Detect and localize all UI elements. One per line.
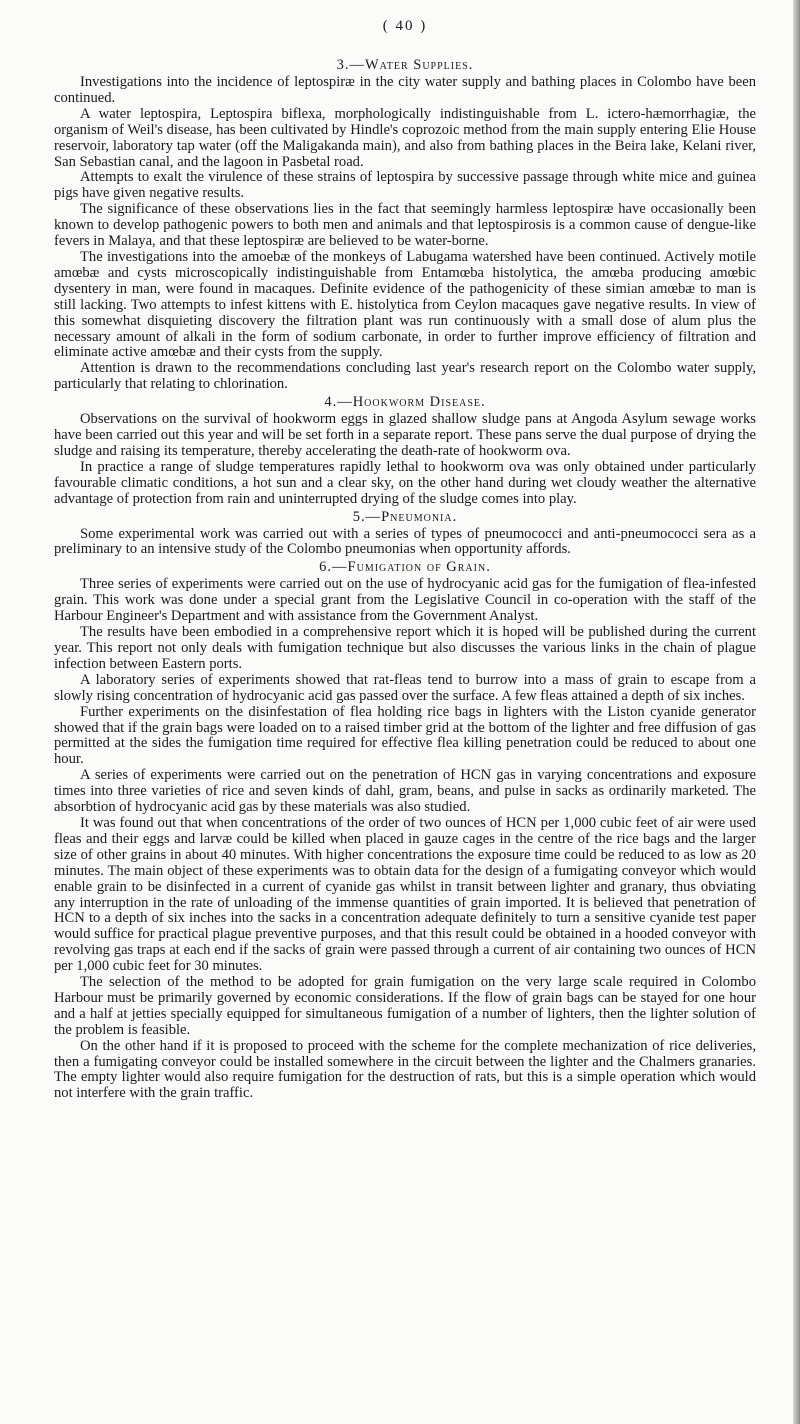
- paragraph: Attention is drawn to the recommendations concluding last year's research report on the Colombo water supply, particularly that relating to chlorination.: [54, 360, 756, 393]
- section-heading-fumigation-of-grain: 6.—Fumigation of Grain.: [319, 559, 491, 576]
- paragraph: The investigations into the amoebæ of the monkeys of Labugama watershed have been continued. Actively motile amœbæ and cysts microscopically indistinguishable from Entamœba histolytica, the amœba producing amœbic dysentery in man, were found in macaques. Definite evidence of the pathogenicity of these simian amœbæ to man is still lacking. Two attempts to infest kittens with E. histolytica from Ceylon macaques gave negative results. In view of this somewhat disquieting discovery the filtration plant was run continuously with a small dose of alum plus the necessary amount of alkali in the form of sodium carbonate, in order to further improve efficiency of filtration and eliminate active amœbæ and their cysts from the supply.: [54, 248, 756, 361]
- paragraph: The results have been embodied in a comprehensive report which it is hoped will be published during the current year. This report not only deals with fumigation technique but also discusses the various links in the chain of plague infection between Eastern ports.: [54, 624, 756, 672]
- paragraph: Three series of experiments were carried out on the use of hydrocyanic acid gas for the fumigation of flea-infested grain. This work was done under a special grant from the Legislative Council in co-operation with the staff of the Harbour Engineer's Department and with assistance from the Government Analyst.: [54, 576, 756, 625]
- paragraph: Some experimental work was carried out with a series of types of pneumococci and anti-pneumococci sera as a preliminary to an intensive study of the Colombo pneumonias when opportunity affords.: [54, 525, 756, 558]
- paragraph: A laboratory series of experiments showed that rat-fleas tend to burrow into a mass of grain to escape from a slowly rising concentration of hydrocyanic acid gas passed over the surface. A few fleas attained a depth of six inches.: [54, 671, 756, 704]
- section-heading-water-supplies: 3.—Water Supplies.: [336, 57, 474, 73]
- paragraph: Further experiments on the disinfestation of flea holding rice bags in lighters with the Liston cyanide generator showed that if the grain bags were loaded on to a raised timber grid at the bottom of the lighter and free diffusion of gas permitted at the sides the fumigation time required for effective flea killing penetration could be reduced to about one hour.: [54, 703, 756, 768]
- section-heading-pneumonia: 5.—Pneumonia.: [352, 508, 458, 525]
- paragraph: A water leptospira, Leptospira biflexa, morphologically indistinguishable from L. ictero-hæmorrhagiæ, the organism of Weil's disease, has been cultivated by Hindle's coprozoic method from the main supply entering Elie House reservoir, laboratory tap water (off the Maligakanda main), and also from bathing places in the Beira lake, Kelani river, San Sebastian canal, and the lagoon in Pasbetal road.: [54, 105, 756, 170]
- paragraph: The significance of these observations lies in the fact that seemingly harmless leptospiræ have occasionally been known to develop pathogenic powers to both men and animals and that leptospirosis is a common cause of dengue-like fevers in Malaya, and that these leptospiræ are believed to be water-borne.: [54, 201, 756, 250]
- page-number: ( 40 ): [382, 18, 428, 34]
- paragraph: Attempts to exalt the virulence of these strains of leptospira by successive passage through white mice and guinea pigs have given negative results.: [54, 169, 756, 202]
- paragraph: A series of experiments were carried out on the penetration of HCN gas in varying concentrations and exposure times into three varieties of rice and seven kinds of dahl, gram, beans, and pulse in sacks as ordinarily marketed. The absorbtion of hydrocyanic acid gas by these materials was also studied.: [54, 767, 756, 816]
- page-edge-shadow: [793, 0, 800, 1424]
- paragraph: On the other hand if it is proposed to proceed with the scheme for the complete mechanization of rice deliveries, then a fumigating conveyor could be installed somewhere in the circuit between the lighter and the Chalmers granaries. The empty lighter would also require fumigation for the destruction of rats, but this is a simple operation which would not interfere with the grain traffic.: [54, 1037, 756, 1102]
- paragraph: It was found out that when concentrations of the order of two ounces of HCN per 1,000 cubic feet of air were used fleas and their eggs and larvæ could be killed when placed in gauze cages in the centre of the rice bags and the larger size of other grains in about 40 minutes. With higher concentrations the exposure time could be reduced to as low as 20 minutes. The main object of these experiments was to obtain data for the design of a fumigating conveyor which would enable grain to be disinfected in a current of cyanide gas whilst in transit between lighter and granary, thus obviating any interruption in the rate of unloading of the immense quantities of grain imported. It is believed that penetration of HCN to a depth of six inches into the sacks in a concentration adequate definitely to turn a sensitive cyanide test paper would suffice for practical plague preventive purposes, and that this result could be obtained in a hooded conveyor with revolving gas traps at each end if the sacks of grain were passed through a current of air containing two ounces of HCN per 1,000 cubic feet for 30 minutes.: [54, 814, 756, 975]
- paragraph: The selection of the method to be adopted for grain fumigation on the very large scale required in Colombo Harbour must be primarily governed by economic considerations. If the flow of grain bags can be stayed for one hour and a half at jetties specially equipped for simultaneous fumigation of a number of lighters, then the lighter solution of the problem is feasible.: [54, 974, 756, 1038]
- paragraph: Observations on the survival of hookworm eggs in glazed shallow sludge pans at Angoda Asylum sewage works have been carried out this year and will be set forth in a separate report. These pans serve the dual purpose of drying the sludge and raising its temperature, thereby accelerating the death-rate of hookworm ova.: [54, 411, 756, 459]
- section-heading-hookworm-disease: 4.—Hookworm Disease.: [324, 394, 486, 411]
- paragraph: In practice a range of sludge temperatures rapidly lethal to hookworm ova was only obtained under particularly favourable climatic conditions, a hot sun and a clear sky, on the other hand during wet cloudy weather the alternative advantage of protection from rain and uninterrupted drying of the sludge comes into play.: [54, 458, 756, 507]
- paragraph: Investigations into the incidence of leptospiræ in the city water supply and bathing places in Colombo have been continued.: [54, 74, 756, 106]
